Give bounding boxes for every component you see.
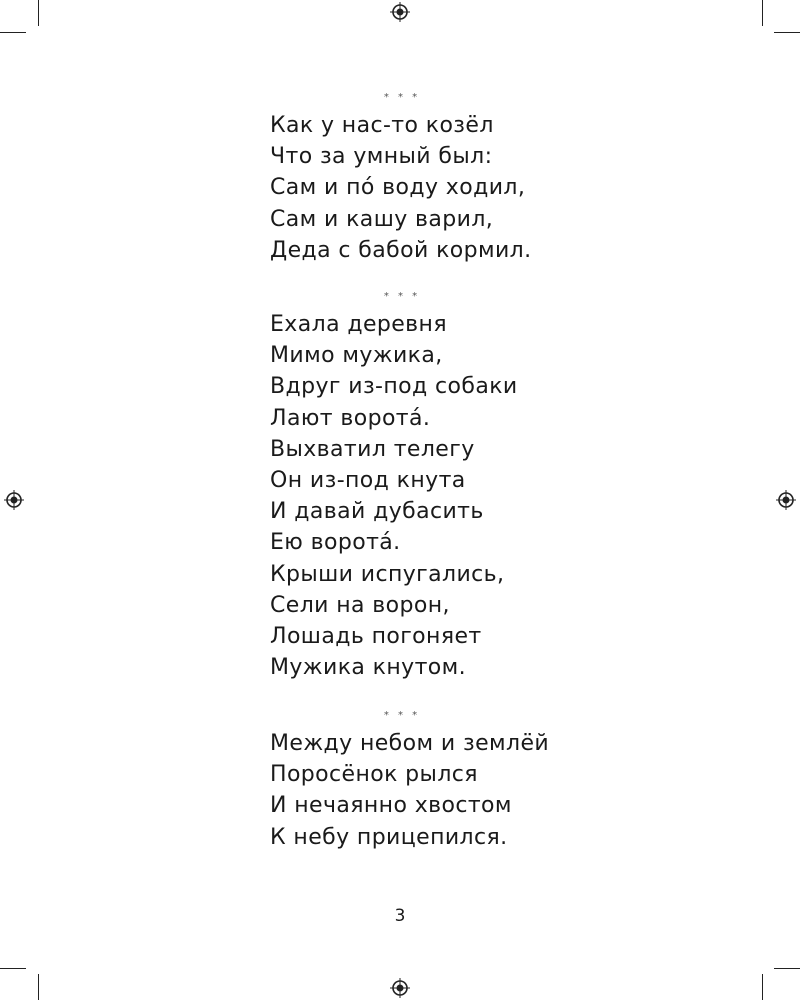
crop-mark-bottom-left-vertical — [38, 974, 39, 1000]
page-number: 3 — [394, 906, 406, 926]
stanza-separator: * * * — [383, 291, 421, 302]
poem-line: Мимо мужика, — [270, 343, 443, 369]
poem-line: Сам и по́ воду ходил, — [270, 175, 526, 201]
poem-line: Лают ворота́. — [270, 405, 431, 431]
poem-3 — [270, 728, 690, 853]
crop-mark-top-right-horizontal — [774, 32, 800, 33]
poem-line: Мужика кнутом. — [270, 655, 467, 681]
poem-2 — [270, 309, 690, 683]
poem-line: Крыши испугались, — [270, 561, 505, 587]
crop-mark-bottom-right-vertical — [762, 974, 763, 1000]
poem-line: Ею ворота́. — [270, 530, 401, 556]
poem-line: Лошадь погоняет — [270, 624, 482, 650]
poem-line: Между небом и землёй — [270, 731, 550, 756]
poem-line: Сам и кашу варил, — [270, 206, 494, 232]
poem-line: К небу прицепился. — [270, 824, 508, 850]
poem-line: Вдруг из-под собаки — [270, 374, 518, 400]
crop-mark-top-left-vertical — [38, 0, 39, 26]
poem-line: И нечаянно хвостом — [270, 793, 512, 819]
crop-mark-top-left-horizontal — [0, 32, 26, 33]
poem-line: Выхватил телегу — [270, 436, 475, 462]
stanza-separator: * * * — [383, 92, 421, 103]
poem-1 — [270, 110, 690, 266]
stanza-separator: * * * — [383, 710, 421, 721]
crop-mark-bottom-left-horizontal — [0, 968, 26, 969]
poem-line: Поросёнок рылся — [270, 762, 478, 788]
registration-mark-icon — [390, 978, 410, 998]
poem-line: Сели на ворон, — [270, 592, 450, 618]
poem-line: Деда с бабой кормил. — [270, 237, 532, 263]
poem-line: И давай дубасить — [270, 499, 484, 525]
registration-mark-icon — [4, 490, 24, 510]
registration-mark-icon — [776, 490, 796, 510]
crop-mark-bottom-right-horizontal — [774, 968, 800, 969]
poem-line: Ехала деревня — [270, 312, 447, 337]
registration-mark-icon — [390, 2, 410, 22]
crop-mark-top-right-vertical — [762, 0, 763, 26]
poem-line: Как у нас-то козёл — [270, 113, 494, 138]
poem-line: Он из-под кнута — [270, 468, 466, 494]
poem-line: Что за умный был: — [270, 144, 493, 170]
